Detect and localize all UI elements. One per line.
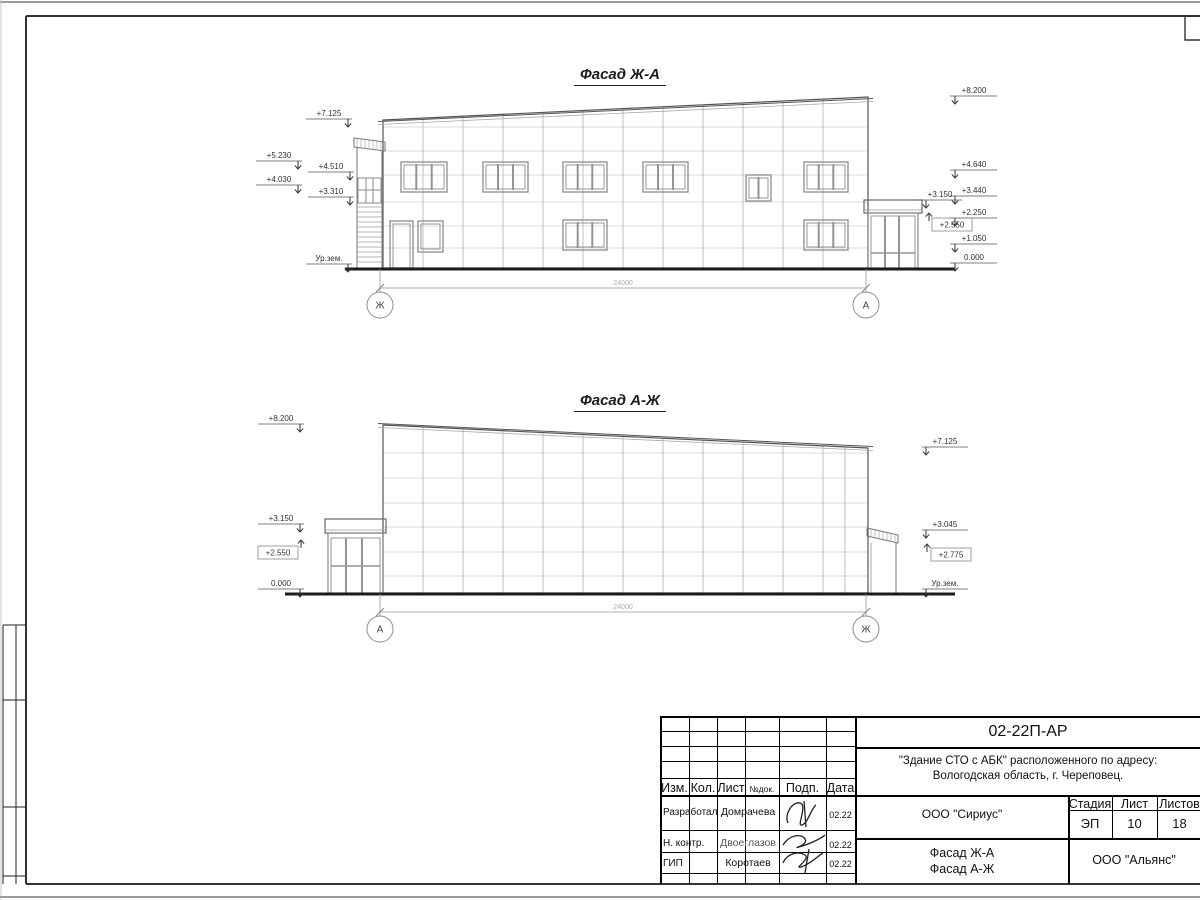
col-header-podp: Подп. xyxy=(785,781,820,795)
svg-text:0.000: 0.000 xyxy=(963,253,985,262)
dimension-label: 24000 xyxy=(613,604,633,611)
facade-bottom-marks-right xyxy=(922,437,971,597)
elevation-mark xyxy=(950,186,997,204)
signature-icon xyxy=(779,831,829,875)
elevation-mark-boxed xyxy=(258,540,304,559)
entrance-annex-right xyxy=(864,200,922,268)
project-address-line1: "Здание СТО с АБК" расположенного по адресу: xyxy=(898,755,1158,767)
svg-text:+7.125: +7.125 xyxy=(932,437,958,446)
axis-label-left: А xyxy=(376,624,384,636)
svg-text:+4.640: +4.640 xyxy=(961,160,987,169)
window xyxy=(643,162,688,192)
svg-text:+8.200: +8.200 xyxy=(961,86,987,95)
facade-bottom-drawing xyxy=(258,414,971,642)
window xyxy=(483,162,528,192)
facade-top-drawing xyxy=(256,86,997,318)
elevation-mark xyxy=(950,234,997,252)
svg-text:+4.510: +4.510 xyxy=(318,162,344,171)
elevation-mark xyxy=(950,86,997,104)
signature-icon xyxy=(782,797,828,831)
window xyxy=(563,220,607,250)
elevation-mark xyxy=(308,162,354,180)
facade-top-outline xyxy=(378,97,873,268)
row-role: ГИП xyxy=(663,858,683,869)
facade-top-marks-left xyxy=(256,109,354,272)
dimension-label: 24000 xyxy=(613,280,633,287)
col-header-list: Лист xyxy=(717,781,745,795)
svg-text:Ур.зем.: Ур.зем. xyxy=(931,579,959,588)
elevation-mark xyxy=(306,109,352,127)
col-header-kol: Кол. xyxy=(690,781,716,795)
row-date: 02.22 xyxy=(829,840,852,850)
facade-bottom-title: Фасад А-Ж xyxy=(574,392,666,412)
row-date: 02.22 xyxy=(829,859,852,869)
stair-canopy-right xyxy=(867,528,898,594)
facade-top-grid-horizontal xyxy=(383,127,868,248)
svg-text:+5.230: +5.230 xyxy=(266,151,292,160)
contractor-organization: ООО "Альянс" xyxy=(1092,853,1176,867)
side-stamp xyxy=(3,625,26,884)
row-role: Н. контр. xyxy=(663,838,705,849)
stage-value: ЭП xyxy=(1080,816,1100,831)
facade-top-marks-right xyxy=(918,86,997,271)
designer-organization: ООО "Сириус" xyxy=(921,807,1003,821)
window xyxy=(401,162,447,192)
elevation-mark xyxy=(306,254,352,272)
window xyxy=(563,162,607,192)
sheets-total: 18 xyxy=(1172,816,1187,831)
row-name: Двоеглазов xyxy=(720,837,776,849)
facade-top-title: Фасад Ж-А xyxy=(574,66,666,86)
stair-treads xyxy=(357,207,382,262)
svg-text:+3.150: +3.150 xyxy=(927,190,953,199)
elevation-mark xyxy=(950,253,997,271)
facade-top-windows-lower xyxy=(390,220,848,268)
axis-label-right: А xyxy=(862,300,870,312)
svg-text:+2.550: +2.550 xyxy=(265,548,291,558)
stage-label: Стадия xyxy=(1068,797,1112,811)
elevation-mark xyxy=(258,514,304,532)
elevation-mark xyxy=(308,187,354,205)
elevation-mark xyxy=(922,520,968,538)
sheet-number: 10 xyxy=(1127,816,1142,831)
svg-text:Ур.зем.: Ур.зем. xyxy=(315,254,343,263)
svg-text:+7.125: +7.125 xyxy=(316,109,342,118)
window xyxy=(804,162,848,192)
facade-top-windows-upper xyxy=(401,162,848,201)
window xyxy=(746,175,771,201)
elevation-mark xyxy=(258,414,304,432)
door xyxy=(390,221,413,268)
svg-text:+2.550: +2.550 xyxy=(939,220,965,230)
facade-bottom-axes xyxy=(367,594,879,642)
svg-text:+3.150: +3.150 xyxy=(268,514,294,523)
svg-text:+2.775: +2.775 xyxy=(938,550,964,560)
elevation-mark xyxy=(258,579,304,597)
svg-text:+3.045: +3.045 xyxy=(932,520,958,529)
svg-text:+3.440: +3.440 xyxy=(961,186,987,195)
elevation-mark xyxy=(922,437,968,455)
elevation-mark xyxy=(256,151,302,169)
sheet-label: Лист xyxy=(1120,797,1149,811)
window xyxy=(804,220,848,250)
elevation-mark xyxy=(256,175,302,193)
svg-text:+1.050: +1.050 xyxy=(961,234,987,243)
row-date: 02.22 xyxy=(829,810,852,820)
sheets-total-label: Листов xyxy=(1159,797,1200,811)
sheet-content-line2: Фасад А-Ж xyxy=(929,862,995,876)
sheet-content-line1: Фасад Ж-А xyxy=(929,846,995,860)
row-name: Домрачева xyxy=(720,806,776,818)
facade-top-axes xyxy=(367,269,879,318)
svg-text:+2.250: +2.250 xyxy=(961,208,987,217)
col-header-data: Дата xyxy=(826,781,855,795)
svg-text:+4.030: +4.030 xyxy=(266,175,292,184)
facade-bottom-marks-left xyxy=(258,414,304,597)
project-address-line2: Вологодская область, г. Череповец. xyxy=(932,770,1124,782)
row-name: Коротаев xyxy=(725,857,771,869)
document-code: 02-22П-АР xyxy=(988,723,1068,740)
svg-text:+3.310: +3.310 xyxy=(318,187,344,196)
elevation-mark xyxy=(950,160,997,178)
facade-bottom-grid-horizontal xyxy=(383,453,868,576)
elevation-mark-boxed xyxy=(924,544,971,561)
axis-label-left: Ж xyxy=(375,300,385,312)
axis-label-right: Ж xyxy=(861,624,871,636)
col-header-izm: Изм. xyxy=(661,781,688,795)
svg-text:0.000: 0.000 xyxy=(270,579,292,588)
facade-bottom-outline xyxy=(378,424,873,594)
col-header-ndoc: №док. xyxy=(749,784,775,794)
row-role: Разработал xyxy=(663,807,718,818)
sheet-frame xyxy=(26,16,1200,884)
svg-text:+8.200: +8.200 xyxy=(268,414,294,423)
entrance-annex-left xyxy=(325,519,386,593)
corner-code-box xyxy=(1185,16,1200,40)
external-stair xyxy=(354,138,385,268)
